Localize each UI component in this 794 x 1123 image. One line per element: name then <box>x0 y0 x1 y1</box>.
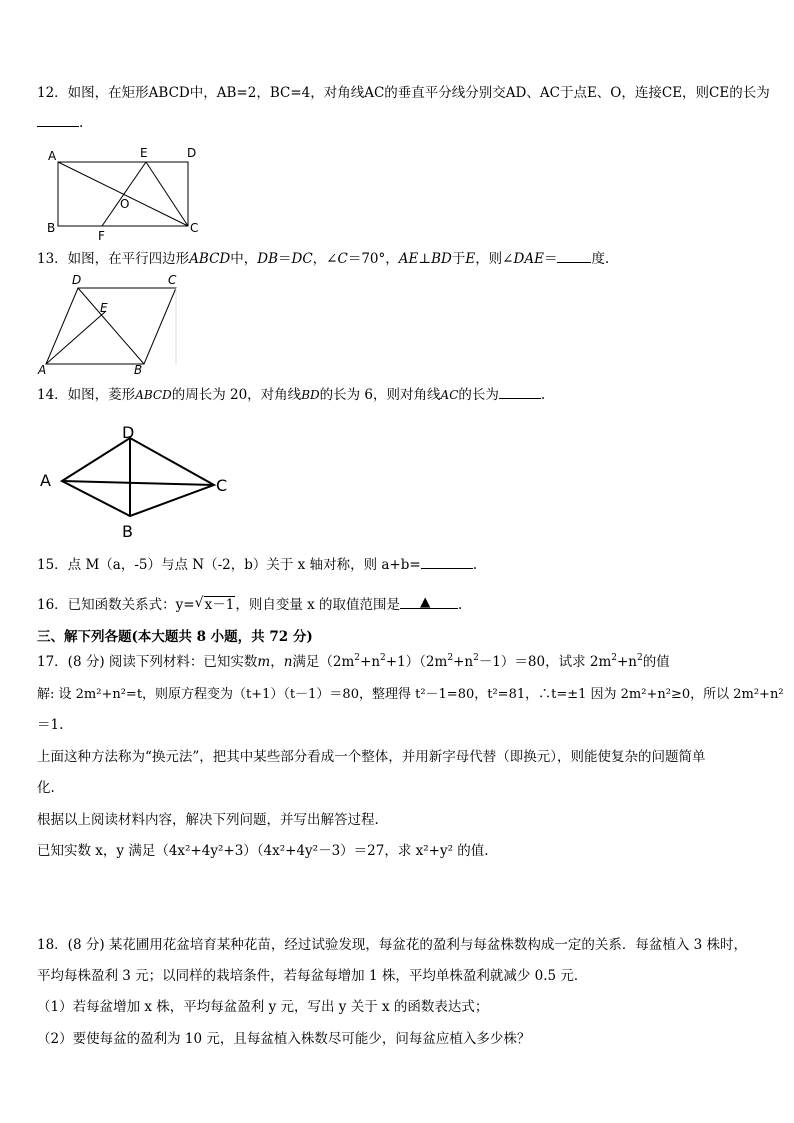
q18-line3: （1）若每盆增加 x 株，平均每盆盈利 y 元，写出 y 关于 x 的函数表达式； <box>37 999 489 1015</box>
q13-dae: DAE <box>513 251 544 267</box>
q17-line6: 根据以上阅读材料内容，解决下列问题，并写出解答过程. <box>37 812 379 828</box>
q12-figure <box>44 144 214 244</box>
label-E: E <box>140 146 148 160</box>
answer-blank <box>557 250 591 263</box>
q17-l1e: +n <box>453 654 474 670</box>
answer-blank <box>37 114 79 127</box>
label-D: D <box>72 273 82 287</box>
answer-blank <box>499 386 541 399</box>
q16-text <box>37 596 462 614</box>
label-E: E <box>100 301 108 315</box>
q13-bd: BD <box>431 251 452 267</box>
q15-statement: 15．点 M（a，-5）与点 N（-2，b）关于 x 轴对称，则 a+b= <box>37 557 421 573</box>
q17-line2: 解: 设 2m²+n²=t，则原方程变为（t+1）（t－1）＝80，整理得 t²－1=80，t²=81，∴t=±1 因为 2m²+n²≥0，所以 2m²+n² <box>37 687 784 702</box>
label-A: A <box>38 363 47 376</box>
q14-mid2: 的长为 6，则对角线 <box>319 387 441 403</box>
label-B: B <box>134 363 143 376</box>
section-heading: 三、解下列各题(本大题共 8 小题，共 72 分) <box>37 629 313 645</box>
q17-line4: 上面这种方法称为“换元法”，把其中某些部分看成一个整体，并用新字母代替（即换元），则能使复杂的问题简单 <box>37 749 706 765</box>
q14-ac: AC <box>440 388 459 402</box>
q13-suffix: 度. <box>591 251 610 267</box>
q14-bd: BD <box>301 388 320 402</box>
q17-l1f: －1）＝80，试求 2m <box>478 654 612 670</box>
label-O: O <box>120 197 130 211</box>
label-C: C <box>190 221 199 235</box>
q13-dc: DC <box>291 251 313 267</box>
q12-answer-line <box>37 114 83 132</box>
q18-line1: 18．(8 分) 某花圃用花盆培育某种花苗，经过试验发现，每盆花的盈利与每盆株数构成一定的关系．每盆植入 3 株时， <box>37 937 748 953</box>
q15-text <box>37 556 477 574</box>
q16-radicand: x－1 <box>204 597 235 613</box>
q13-angc: C <box>337 251 348 267</box>
q17-n: n <box>283 654 293 670</box>
q14-mid1: 的周长为 20，对角线 <box>171 387 302 403</box>
label-B: B <box>122 522 133 541</box>
q13-e: E <box>465 251 476 267</box>
q17-line3: ＝1. <box>37 717 64 733</box>
sqrt-expression <box>195 596 236 614</box>
q17-l1g: +n <box>617 654 638 670</box>
label-F: F <box>98 229 105 243</box>
label-A: A <box>40 471 51 490</box>
q17-comma: ， <box>270 654 284 670</box>
q12-statement: 12．如图，在矩形ABCD中，AB=2，BC=4，对角线AC的垂直平分线分别交AD、AC于点E、O，连接CE，则CE的长为 <box>37 85 770 101</box>
triangle-icon: ▲ <box>420 594 431 610</box>
q13-mid3: ＝70°， <box>347 251 399 267</box>
q12-end: . <box>79 115 84 131</box>
q13-figure <box>36 272 186 376</box>
q14-figure <box>36 418 236 542</box>
q13-mid4: 于 <box>451 251 466 267</box>
q13-eq1: ＝ <box>278 251 292 267</box>
label-C: C <box>168 273 177 287</box>
label-B: B <box>47 221 56 235</box>
label-D: D <box>122 423 135 442</box>
q18-line2: 平均每株盈利 3 元；以同样的栽培条件，若每盆每增加 1 株，平均单株盈利就减少 0.5 元． <box>37 968 588 984</box>
q16-mid: ，则自变量 x 的取值范围是 <box>235 597 401 613</box>
q14-end: . <box>540 387 546 403</box>
q17-line7: 已知实数 x，y 满足（4x²+4y²+3）（4x²+4y²－3）＝27，求 x²+y² 的值. <box>37 843 489 859</box>
q13-ae: AE <box>398 251 419 267</box>
q13-mid6: ＝ <box>543 251 558 267</box>
q14-text <box>37 386 545 404</box>
q17-l1c: +n <box>360 654 381 670</box>
q17-l1a: 17．(8 分) 阅读下列材料：已知实数 <box>37 654 258 670</box>
q13-mid5: ，则∠ <box>475 251 514 267</box>
q13-perp: ⊥ <box>418 251 432 267</box>
sqrt-sign-icon: √ <box>194 595 204 611</box>
q16-end: . <box>458 597 463 613</box>
q13-abcd: ABCD <box>189 251 231 267</box>
answer-blank <box>400 596 458 609</box>
q17-m: m <box>257 654 271 670</box>
q16-prefix: 16．已知函数关系式：y= <box>37 597 195 613</box>
q13-mid2: ，∠ <box>312 251 338 267</box>
q15-end: . <box>472 557 477 573</box>
answer-blank <box>421 556 473 569</box>
q17-l1b: 满足（2m <box>292 654 355 670</box>
q18-line4: （2）要使每盆的盈利为 10 元，且每盆植入株数尽可能少，问每盆应植入多少株？ <box>37 1031 531 1047</box>
q12-text <box>37 84 770 102</box>
q17-line5: 化. <box>37 780 55 796</box>
label-C: C <box>216 476 228 495</box>
label-A: A <box>48 149 57 163</box>
q14-mid3: 的长为 <box>458 387 499 403</box>
q13-prefix: 13．如图，在平行四边形 <box>37 251 190 267</box>
q17-line1: 17．(8 分) 阅读下列材料：已知实数m，n满足$(2m^2+n^2+1)(2m^2+n^2-1)=80$，试求 $2m^2+n^2$的值 <box>37 653 670 670</box>
q13-db: DB <box>257 251 279 267</box>
label-D: D <box>187 146 197 160</box>
q13-text <box>37 250 609 268</box>
q17-l1h: 的值 <box>642 654 670 670</box>
q14-abcd: ABCD <box>135 388 172 402</box>
q14-prefix: 14．如图，菱形 <box>37 387 136 403</box>
q13-mid1: 中， <box>230 251 258 267</box>
q17-l1d: +1）（2m <box>385 654 448 670</box>
